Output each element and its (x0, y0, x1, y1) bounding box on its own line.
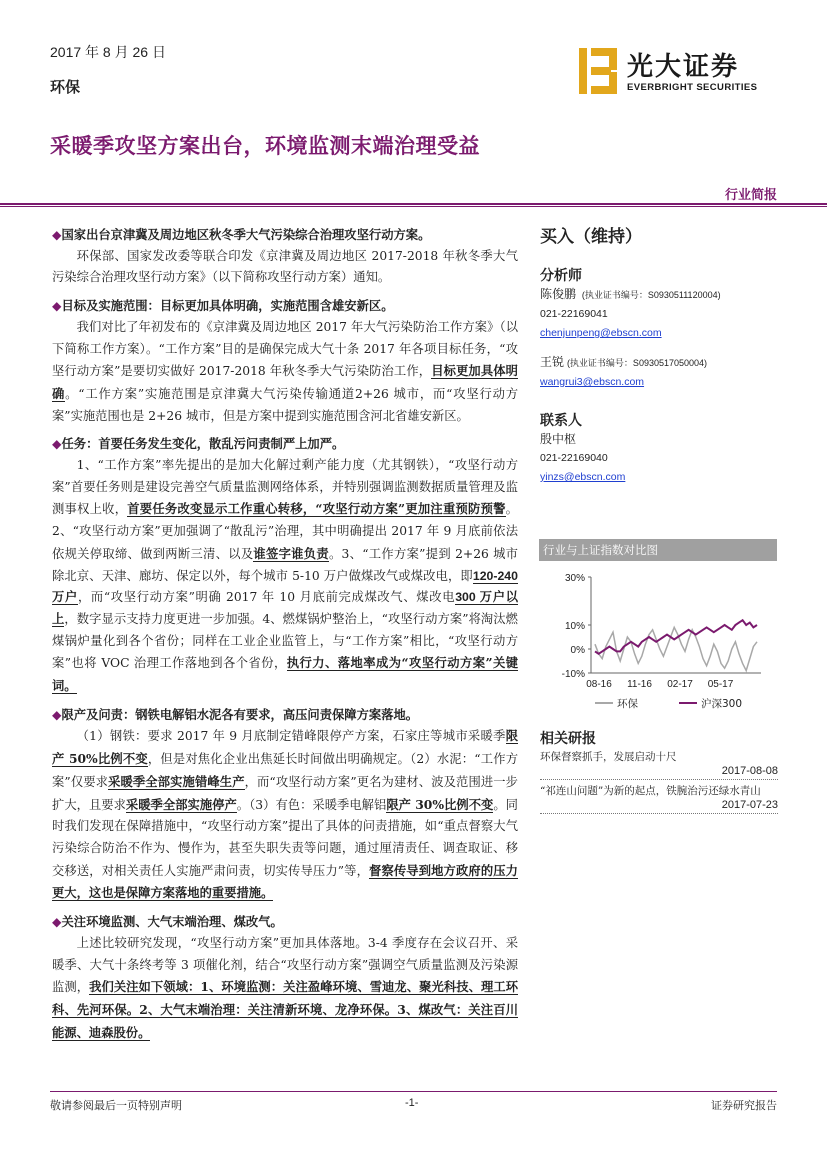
research-title[interactable]: “祁连山问题”为新的起点，铁腕治污还绿水青山 (540, 785, 761, 797)
analyst-name: 陈俊鹏 (540, 287, 577, 301)
report-type: 行业简报 (724, 187, 777, 202)
y-tick-label: -10% (561, 669, 585, 680)
emphasis-text: 谁签字谁负责 (253, 545, 329, 561)
text-run: 1、“工作方案”率先提出的是加大化解过剩产能力度（尤其钢铁），“攻坚行动方案”首要任务则是建设完善空气质量监测网络体系，并特别强调监测数据质量管理及监测事权上收， (52, 458, 518, 517)
sidebar (540, 222, 780, 487)
emphasis-text: 采暖季全部实施停产 (125, 796, 237, 812)
y-tick-label: 0% (570, 645, 585, 656)
rating: 买入（维持） (540, 227, 642, 246)
emphasis-text: 目标更加具体明确 (52, 363, 518, 401)
x-tick-label: 11-16 (627, 679, 652, 690)
report-title: 采暖季攻坚方案出台，环境监测末端治理受益 (50, 135, 480, 158)
text-run: ，而“攻坚行动方案”明确 2017 年 10 月底前完成煤改气、煤改电 (77, 590, 456, 605)
analyst-phone: 021-22169041 (540, 308, 608, 320)
text-run: （1）钢铁：要求 2017 年 9 月底制定错峰限停产方案，石家庄等城市采暖季 (76, 729, 506, 744)
text-run: 我们对比了年初发布的《京津冀及周边地区 2017 年大气污染防治工作方案》（以下简称工作方案）。“工作方案”目的是确保完成大气十条 2017 年各项目标任务，“攻坚行动方案”是要切实做好 2017-2018 年秋冬季大气污染防治工作， (52, 319, 518, 379)
research-heading: 相关研报 (540, 730, 596, 746)
text-run: ，而“攻坚行动方案”更名为建材、波及范围进一步扩大，且要求 (52, 774, 518, 812)
text-run: 。“工作方案”实施范围是京津冀大气污染传输通道2+26 城市，而“攻坚行动方案”实施范围也是 2+26 城市，但是方案中提到实施范围含河北省雄安新区。 (52, 386, 518, 423)
text-run: 上述比较研究发现，“攻坚行动方案”更加具体落地。3-4 季度存在会议召开、采暖季、大气十条终考等 3 项催化剂，结合“攻坚行动方案”强调空气质量监测及污染源监测， (52, 935, 518, 995)
analyst-cert: (执业证书编号：S0930511120004) (581, 290, 721, 300)
emphasis-text: 督察传导到地方政府的压力更大，这也是保障方案落地的重要措施。 (52, 862, 518, 901)
analyst-name: 王锐 (540, 355, 565, 369)
diamond-icon: ◆ (52, 227, 62, 242)
related-research (540, 728, 778, 818)
analyst-cert: (执业证书编号：S0930517050004) (566, 358, 708, 368)
contact-heading: 联系人 (540, 412, 582, 428)
analyst-email-link[interactable]: wangrui3@ebscn.com (540, 376, 645, 388)
analyst-heading: 分析师 (540, 267, 582, 283)
text-run: ，但是对焦化企业出焦延长时间做出明确规定。（2）水泥：“工作方案”仅要求 (52, 752, 519, 789)
emphasis-text: 限产 30%比例不变 (386, 796, 494, 812)
diamond-icon: ◆ (52, 914, 62, 930)
page-number: -1- (405, 1097, 419, 1109)
y-tick-label: 10% (564, 621, 585, 632)
research-title[interactable]: 环保督察抓手，发展启动十尺 (540, 751, 677, 763)
x-tick-label: 05-17 (707, 679, 734, 690)
chart-title: 行业与上证指数对比图 (539, 539, 777, 561)
series-line-env (595, 627, 757, 670)
analyst-email-link[interactable]: chenjunpeng@ebscn.com (540, 327, 662, 339)
contact-name: 殷中枢 (540, 432, 577, 446)
legend-label: 环保 (617, 698, 638, 710)
emphasis-text: 我们关注如下领域：1、环境监测：关注盈峰环境、雪迪龙、聚光科技、理工环科、先河环保。2、大气末端治理：关注清新环境、龙净环保。3、煤改气：关注百川能源、迪森股份。 (52, 979, 518, 1040)
paragraph (52, 455, 518, 698)
x-tick-label: 08-16 (586, 679, 612, 690)
emphasis-text: 执行力、落地率成为“攻坚行动方案”关键词。 (52, 655, 518, 694)
text-run: ，数字显示支持力度更进一步加强。4、燃煤锅炉整治上，“攻坚行动方案”将淘汰燃煤锅炉量化到各个省份；同样在工业企业监管上，与“工作方案”相比，“攻坚行动方案”也将 VOC 治理工作落地到各个省份， (52, 611, 518, 671)
logo-en-text: EVERBRIGHT SECURITIES (627, 82, 758, 93)
emphasis-text: 120-240 万户 (52, 568, 518, 605)
section-heading (52, 704, 518, 726)
paragraph (52, 317, 518, 428)
diamond-icon: ◆ (52, 436, 62, 452)
footer-disclaimer: 敬请参阅最后一页特别声明 (50, 1099, 182, 1112)
section-heading (52, 224, 518, 246)
contact-phone: 021-22169040 (540, 452, 608, 464)
company-logo (579, 46, 779, 98)
heading-text: 任务：首要任务发生变化，散乱污问责制严上加严。 (61, 436, 345, 452)
footer-divider (50, 1091, 777, 1092)
research-date: 2017-07-23 (540, 799, 778, 814)
analyst-2 (540, 353, 780, 373)
legend-label: 沪深300 (701, 698, 743, 710)
contact-email-link[interactable]: yinzs@ebscn.com (540, 471, 626, 483)
logo-mark-icon (579, 48, 617, 94)
paragraph: 环保部、国家发改委等联合印发《京津冀及周边地区 2017-2018 年秋冬季大气污染综合治理攻坚行动方案》（以下简称攻坚行动方案）通知。 (52, 248, 518, 285)
heading-text: 目标及实施范围：目标更加具体明确，实施范围含雄安新区。 (61, 298, 394, 314)
emphasis-text: 限产 50%比例不变 (52, 728, 518, 767)
text-run: 。2、“攻坚行动方案”更加强调了“散乱污”治理，其中明确提出 2017 年 9 月底前依法依规关停取缔、做到两断三清、以及 (52, 502, 518, 561)
index-comparison-chart (539, 539, 777, 714)
section-heading (52, 911, 518, 933)
report-body (52, 218, 518, 1044)
logo-cn-text: 光大证券 (627, 52, 740, 82)
diamond-icon: ◆ (52, 706, 62, 722)
heading-text: 关注环境监测、大气末端治理、煤改气。 (61, 914, 283, 930)
emphasis-text: 采暖季全部实施错峰生产 (108, 773, 245, 789)
report-date: 2017 年 8 月 26 日 (50, 44, 166, 60)
research-date: 2017-08-08 (540, 765, 778, 780)
analyst-1 (540, 285, 780, 305)
chart-canvas (539, 561, 777, 714)
text-run: 。3、“工作方案”提到 2+26 城市除北京、天津、廊坊、保定以外，每个城市 5-10 万户做煤改气或煤改电，即 (52, 546, 518, 583)
emphasis-text: 首要任务改变显示工作重心转移，“攻坚行动方案”更加注重预防预警 (127, 501, 506, 517)
sector-label: 环保 (50, 79, 81, 96)
text-run: 。同时我们发现在保障措施中，“攻坚行动方案”提出了具体的问责措施，如“重点督察大气污染综合防治不作为、慢作为，甚至失职失责等问题，通过厘清责任、调查取证、移交移送，对相关责任人实施严肃问责，切实传导压力”等， (52, 797, 518, 878)
header-divider-thin (0, 206, 827, 207)
section-heading (52, 295, 518, 317)
y-tick-label: 30% (564, 573, 585, 584)
header-divider (0, 203, 827, 205)
diamond-icon: ◆ (52, 298, 62, 314)
x-tick-label: 02-17 (667, 679, 693, 690)
emphasis-text: 300 万户以上 (52, 590, 519, 626)
heading-text: 国家出台京津冀及周边地区秋冬季大气污染综合治理攻坚行动方案。 (61, 227, 431, 242)
heading-text: 限产及问责：钢铁电解铝水泥各有要求，高压问责保障方案落地。 (61, 706, 419, 722)
paragraph (52, 933, 518, 1045)
text-run: 。（3）有色：采暖季电解铝 (236, 797, 387, 812)
section-heading (52, 433, 518, 455)
footer-report-type: 证券研究报告 (711, 1099, 777, 1112)
paragraph (52, 725, 518, 905)
